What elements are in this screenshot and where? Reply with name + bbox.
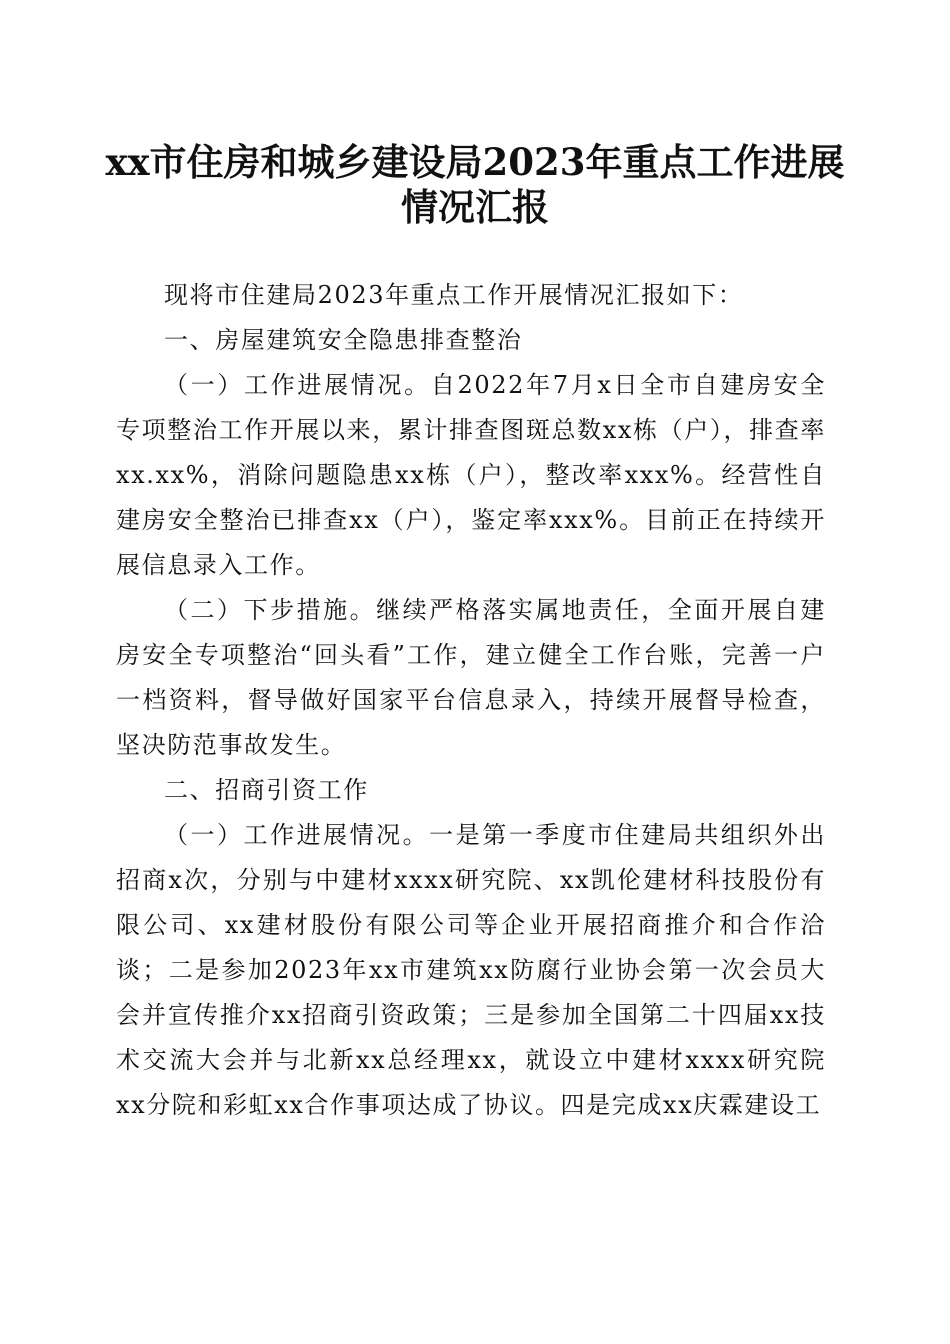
section-heading-1: 一、房屋建筑安全隐患排查整治 [164, 326, 523, 354]
document-title-line-1: xx市住房和城乡建设局2023年重点工作进展 [105, 140, 845, 184]
section-heading-2: 二、招商引资工作 [164, 776, 369, 804]
section-1-paragraph-1: （一）工作进展情况。自2022年7月x日全市自建房安全专项整治工作开展以来，累计排查图斑总数xx栋（户），排查率xx.xx%，消除问题隐患xx栋（户），整改率xxx%。经营性自建房安全整治已排查xx（户），鉴定率xxx%。目前正在持续开展信息录入工作。 [116, 371, 826, 579]
intro-paragraph: 现将市住建局2023年重点工作开展情况汇报如下： [164, 281, 744, 309]
section-2-paragraph-1: （一）工作进展情况。一是第一季度市住建局共组织外出招商x次，分别与中建材xxxx研究院、xx凯伦建材科技股份有限公司、xx建材股份有限公司等企业开展招商推介和合作洽谈；二是参加2023年xx市建筑xx防腐行业协会第一次会员大会并宣传推介xx招商引资政策；三是参加全国第二十四届xx技术交流大会并与北新xx总经理xx，就设立中建材xxxx研究院xx分院和彩虹xx合作事项达成了协议。四是完成xx庆霖建设工 [116, 821, 826, 1119]
document-title-line-2: 情况汇报 [401, 185, 549, 229]
document-body [116, 273, 826, 1128]
section-1-paragraph-2: （二）下步措施。继续严格落实属地责任，全面开展自建房安全专项整治“回头看”工作，建立健全工作台账，完善一户一档资料，督导做好国家平台信息录入，持续开展督导检查，坚决防范事故发生。 [116, 596, 826, 759]
